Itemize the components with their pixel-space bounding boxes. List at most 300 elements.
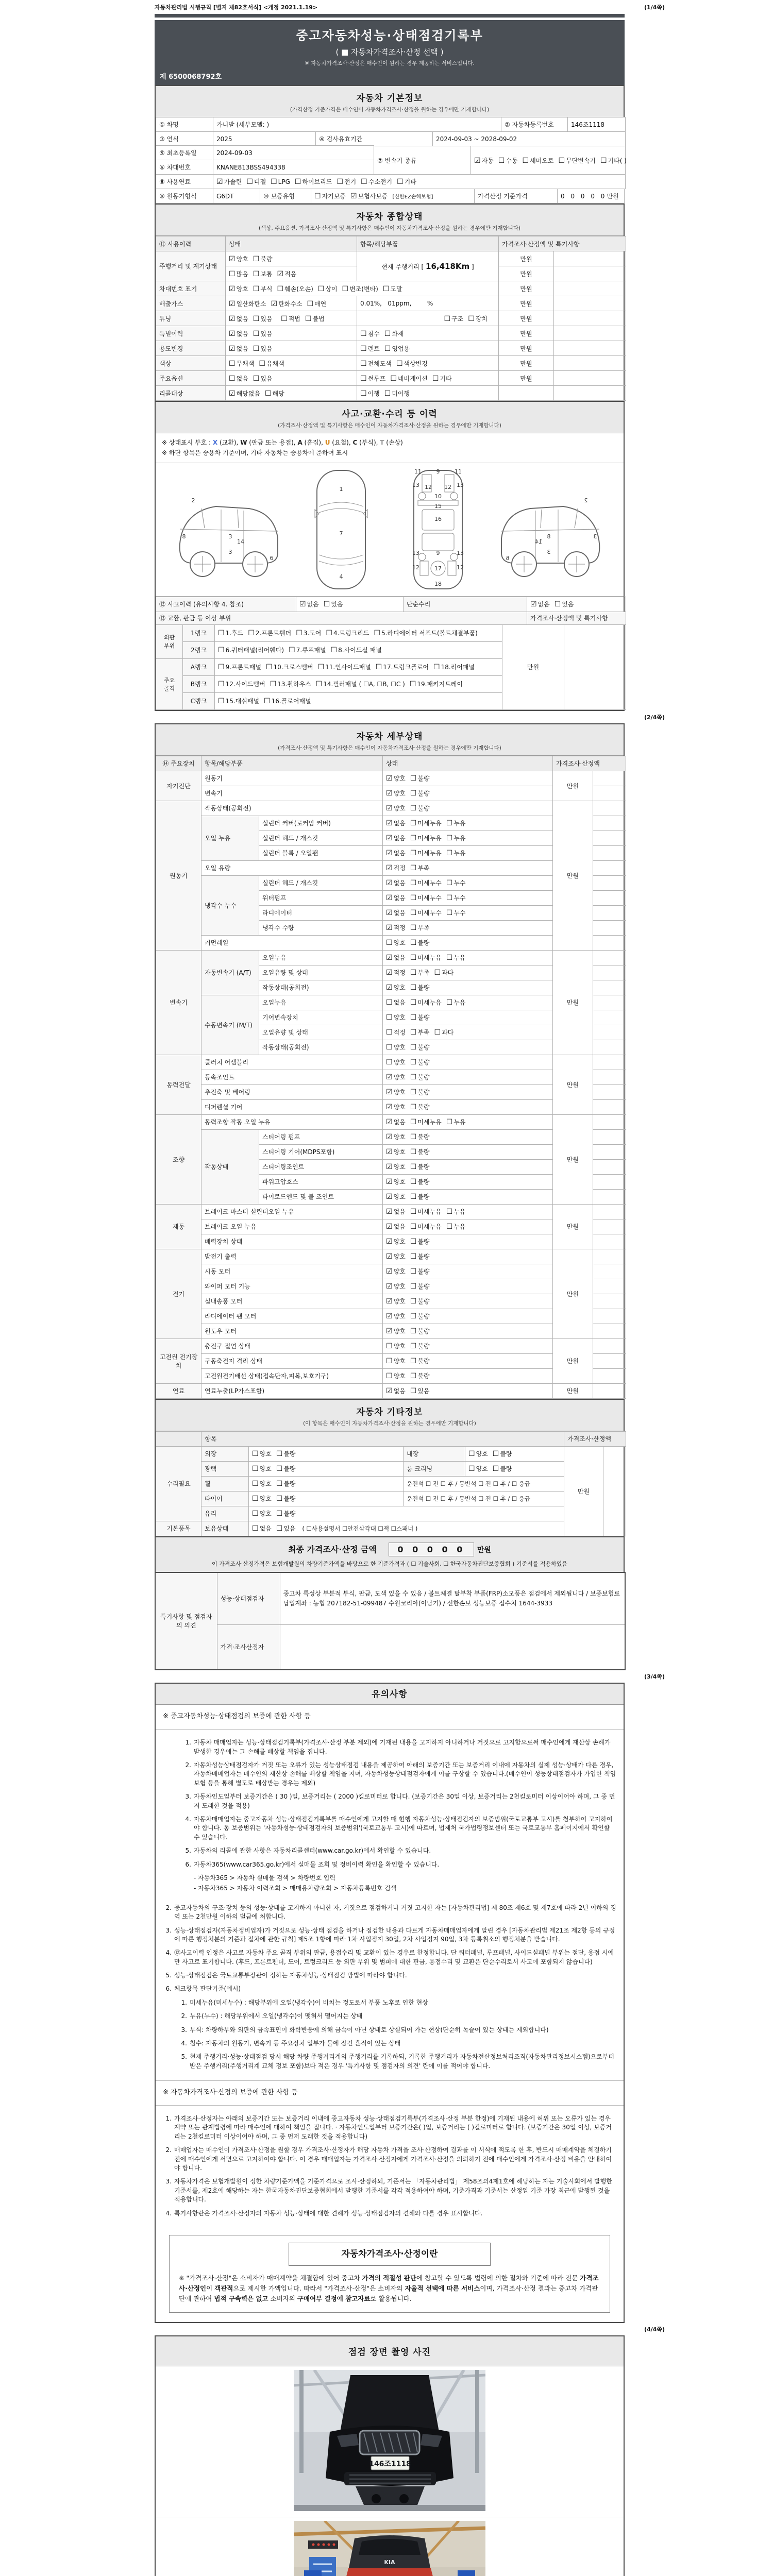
- section-note: (이 항목은 매수인이 자동차가격조사·산정을 원하는 경우에만 기재합니다): [303, 1420, 476, 1427]
- checkbox-unchecked[interactable]: ☐ 불량: [410, 1178, 430, 1187]
- checkbox-unchecked[interactable]: ☐ 불량: [410, 774, 430, 783]
- checkbox-unchecked[interactable]: ☐ 9.프론트패널: [218, 663, 261, 671]
- checkbox-unchecked[interactable]: ☐ 16.플로어패널: [264, 697, 311, 705]
- checkbox-unchecked[interactable]: ☐ 불량: [410, 1267, 430, 1276]
- sub-group-label: 오일 누유: [201, 816, 259, 860]
- checkbox-unchecked[interactable]: ☐ 썬루프: [360, 374, 386, 383]
- checkbox-unchecked[interactable]: ☐ 양호: [386, 1043, 406, 1052]
- checkbox-unchecked[interactable]: ☐ 부족: [410, 969, 430, 977]
- car-diagram-top: [303, 466, 380, 593]
- checkbox-unchecked[interactable]: ☐ 부족: [410, 1028, 430, 1037]
- checkbox-unchecked[interactable]: ☐ 불량: [410, 1058, 430, 1067]
- checkbox-unchecked[interactable]: ☐ 미세누유: [410, 819, 442, 828]
- checkbox-unchecked[interactable]: ☐ 불량: [410, 1372, 430, 1381]
- checkbox-checked[interactable]: ☑ 해당없음: [229, 389, 260, 398]
- notes-cell: [554, 341, 626, 356]
- checkbox-unchecked[interactable]: ☐ 불량: [410, 1073, 430, 1082]
- checkbox-unchecked[interactable]: ☐ 불량: [276, 1495, 296, 1503]
- checkbox-unchecked[interactable]: ☐ 불량: [410, 1282, 430, 1291]
- exchange-label: ⑬ 교환, 판금 등 이상 부위: [156, 612, 527, 624]
- checkbox-unchecked[interactable]: ☐ 2.프론트휀더: [248, 629, 292, 637]
- checkbox-unchecked[interactable]: ☐ 색상변경: [396, 359, 428, 368]
- checkbox-unchecked[interactable]: ☐ 수동: [498, 156, 518, 165]
- checkbox-unchecked[interactable]: ☐ 있음: [253, 374, 273, 383]
- rank-label: 2랭크: [183, 641, 215, 658]
- checkbox-checked[interactable]: ☑ 없음: [386, 909, 406, 918]
- notes-cell: [593, 980, 626, 995]
- checkbox-unchecked[interactable]: ☐ 미세누유: [410, 998, 442, 1007]
- checkbox-unchecked[interactable]: ☐ 누유: [446, 1208, 466, 1216]
- checkbox-unchecked[interactable]: ☐ 13.휠하우스: [270, 680, 311, 688]
- state-checks: [383, 935, 553, 950]
- checkbox-unchecked[interactable]: ☐ 전체도색: [360, 359, 392, 368]
- notice-item: [156, 1904, 624, 1922]
- photos-header: [156, 2336, 624, 2366]
- checkbox-unchecked[interactable]: ☐ 불량: [410, 1327, 430, 1336]
- document-title: 중고자동차성능·상태점검기록부: [296, 28, 483, 43]
- checkbox-checked[interactable]: ☑ 탄화수소: [271, 299, 303, 308]
- section-note: (가격조사·산정액 및 특기사항은 매수인이 자동차가격조사·산정을 원하는 경우에만 기재합니다): [278, 422, 501, 429]
- panel-number: 14: [535, 538, 542, 545]
- checkbox-unchecked[interactable]: ☐ 불량: [276, 1450, 296, 1459]
- part-label: 작동상태(공회전): [259, 1040, 383, 1055]
- checkbox-unchecked[interactable]: ☐ 불량: [253, 255, 273, 263]
- exchange-price-label: 가격조사·산정액 및 특기사항: [527, 612, 626, 624]
- item-text: 자동차의 리콜에 관한 사항은 자동차리콜센터(www.car.go.kr)에서 확인할 수 있습니다.: [194, 1847, 431, 1855]
- accident-history-table: [156, 597, 626, 625]
- checkbox-unchecked[interactable]: ☐ 미이행: [384, 389, 410, 398]
- col-blank: [156, 1431, 201, 1446]
- checkbox-unchecked[interactable]: ☐ 있음: [253, 329, 273, 338]
- checkbox-checked[interactable]: ☑ 양호: [386, 984, 406, 992]
- part-label: 스티어링조인트: [259, 1159, 383, 1174]
- document-number: 제 6500068792호: [160, 73, 222, 81]
- checkbox-checked[interactable]: ☑ 없음: [530, 600, 550, 609]
- checkbox-unchecked[interactable]: ☐ 불량: [410, 984, 430, 992]
- checkbox-checked[interactable]: ☑ 양호: [386, 1252, 406, 1261]
- panel-number: 11: [414, 468, 422, 475]
- checkbox-checked[interactable]: ☑ 양호: [386, 1282, 406, 1291]
- checkbox-unchecked[interactable]: ☐ 전기: [337, 178, 357, 186]
- notes-cell: [593, 1294, 626, 1309]
- checkbox-unchecked[interactable]: ☐ 누수: [446, 909, 466, 918]
- checkbox-unchecked[interactable]: ☐ 세미오토: [522, 156, 554, 165]
- checkbox-unchecked[interactable]: ☐ 누수: [446, 894, 466, 903]
- checkbox-unchecked[interactable]: ☐ 미세누유: [410, 1118, 442, 1127]
- checkbox-unchecked[interactable]: ☐ 1.후드: [218, 629, 244, 637]
- checkbox-checked[interactable]: ☑ 적정: [386, 864, 406, 873]
- state-checks: [383, 1129, 553, 1144]
- group-price-cell: 만원: [553, 1055, 593, 1114]
- checkbox-checked[interactable]: ☑ 없음: [386, 1223, 406, 1231]
- checkbox-unchecked[interactable]: ☐ 7.루프패널: [289, 646, 326, 654]
- checkbox-unchecked[interactable]: ☐ 양호: [252, 1495, 272, 1503]
- table-cell: ① 차명: [156, 117, 213, 132]
- checkbox-unchecked[interactable]: ☐ 15.대쉬패널: [218, 697, 260, 705]
- checkbox-unchecked[interactable]: ☐ 많음: [229, 269, 248, 278]
- checkbox-unchecked[interactable]: ☐ 양호: [468, 1450, 488, 1459]
- section-title: 점검 장면 촬영 사진: [348, 2347, 431, 2358]
- basic-items-label: 기본품목: [156, 1521, 201, 1536]
- checkbox-unchecked[interactable]: ☐ 과다: [434, 969, 454, 977]
- etc-notes-cell: [603, 1446, 626, 1536]
- checkbox-unchecked[interactable]: ☐ 10.크로스멤버: [265, 663, 313, 671]
- checkbox-unchecked[interactable]: ☐ 불량: [410, 1148, 430, 1157]
- section-final-price: [155, 1536, 625, 1573]
- checkbox-unchecked[interactable]: ☐ 14.필러패널 ( ☐A, ☐B, ☐C ): [315, 680, 405, 688]
- checkbox-checked[interactable]: ☑ 양호: [386, 1103, 406, 1112]
- checkbox-unchecked[interactable]: ☐ 양호: [386, 939, 406, 947]
- checkbox-unchecked[interactable]: ☐ 무채색: [229, 359, 255, 368]
- checkbox-checked[interactable]: ☑ 없음: [229, 329, 248, 338]
- checkbox-unchecked[interactable]: ☐ 누유: [446, 849, 466, 858]
- notice-item: [156, 2177, 624, 2204]
- notes-cell: [554, 326, 626, 341]
- mileage-checks-2: [226, 266, 357, 281]
- checkbox-unchecked[interactable]: ☐ 19.패키지트레이: [409, 680, 463, 688]
- checkbox-unchecked[interactable]: ☐ 있음: [410, 1387, 430, 1396]
- checkbox-checked[interactable]: ☑ 일산화탄소: [229, 299, 266, 308]
- col-price-notes: 가격조사·산정액 및 특기사항: [499, 236, 626, 251]
- table-cell: ⑧ 사용연료: [156, 174, 213, 189]
- checkbox-unchecked[interactable]: ☐ 있음: [276, 1524, 296, 1533]
- state-checks: [226, 281, 499, 296]
- checkbox-unchecked[interactable]: ☐ 누유: [446, 1223, 466, 1231]
- col-usage-history: ⑪ 사용이력: [156, 236, 226, 251]
- checkbox-unchecked[interactable]: ☐ 6.쿼터패널(리어휀다): [218, 646, 284, 654]
- checkbox-unchecked[interactable]: ☐ 누유: [446, 834, 466, 843]
- checkbox-checked[interactable]: ☑ 양호: [386, 1163, 406, 1172]
- notice-item: [156, 2146, 624, 2173]
- state-checks: [383, 950, 553, 965]
- checkbox-unchecked[interactable]: ☐ 3.도어: [296, 629, 322, 637]
- checkbox-unchecked[interactable]: ☐ 있음: [253, 314, 273, 323]
- checkbox-unchecked[interactable]: ☐ 자기보증: [314, 192, 346, 200]
- checkbox-checked[interactable]: ☑ 양호: [386, 1088, 406, 1097]
- code-U: U: [325, 439, 330, 446]
- photo-front-under-image: [294, 2370, 485, 2511]
- checkbox-unchecked[interactable]: ☐ 불량: [492, 1465, 512, 1473]
- notes-cell: [593, 1114, 626, 1129]
- checkbox-checked[interactable]: ☑ 양호: [386, 1073, 406, 1082]
- checkbox-checked[interactable]: ☑ 적음: [277, 269, 297, 278]
- checkbox-unchecked[interactable]: ☐ 미세누유: [410, 1223, 442, 1231]
- state-checks: [383, 1294, 553, 1309]
- notes-cell: [593, 890, 626, 905]
- price-survey-select[interactable]: ( ■ 자동차가격조사·산정 선택 ): [335, 47, 444, 57]
- checkbox-unchecked[interactable]: ☐ 양호: [386, 1342, 406, 1351]
- checkbox-unchecked[interactable]: ☐ 구조: [444, 314, 464, 323]
- part-label: 커먼레일: [201, 935, 383, 950]
- group-price-cell: 만원: [553, 1204, 593, 1249]
- checkbox-unchecked[interactable]: ☐ 양호: [468, 1465, 488, 1473]
- checkbox-unchecked[interactable]: ☐ 상이: [317, 284, 338, 293]
- checkbox-unchecked[interactable]: ☐ 양호: [386, 1357, 406, 1366]
- checkbox-unchecked[interactable]: ☐ 18.리어패널: [433, 663, 475, 671]
- rank-items: [215, 641, 502, 658]
- part-label: 시동 모터: [201, 1264, 383, 1279]
- checkbox-unchecked[interactable]: ☐ 누유: [446, 819, 466, 828]
- checkbox-unchecked[interactable]: ☐ 미세누수: [410, 894, 442, 903]
- checkbox-checked[interactable]: ☑ 없음: [386, 849, 406, 858]
- checkbox-unchecked[interactable]: ☐ 5.라디에이터 서포트(볼트체결부품): [374, 629, 478, 637]
- checkbox-unchecked[interactable]: ☐ 부족: [410, 864, 430, 873]
- checkbox-unchecked[interactable]: ☐ 불량: [410, 1238, 430, 1246]
- part-label: 원동기: [201, 771, 383, 786]
- checkbox-unchecked[interactable]: ☐ 17.트렁크플로어: [375, 663, 429, 671]
- checkbox-unchecked[interactable]: ☐ 불량: [410, 1193, 430, 1201]
- checkbox-unchecked[interactable]: ☐ 무단변속기: [558, 156, 596, 165]
- part-label: 추진축 및 베어링: [201, 1084, 383, 1099]
- checkbox-unchecked[interactable]: ☐ 도말: [382, 284, 402, 293]
- checkbox-checked[interactable]: ☑ 없음: [386, 954, 406, 962]
- notice-item: [169, 1738, 624, 1756]
- checkbox-unchecked[interactable]: ☐ 양호: [386, 1013, 406, 1022]
- checkbox-unchecked[interactable]: ☐ 없음: [229, 374, 248, 383]
- price-cell: 만원: [499, 341, 554, 356]
- checkbox-unchecked[interactable]: ☐ 불량: [410, 1103, 430, 1112]
- checkbox-unchecked[interactable]: ☐ 디젤: [246, 178, 266, 186]
- checkbox-unchecked[interactable]: ☐ 양호: [252, 1465, 272, 1473]
- notes-cell: [593, 1368, 626, 1383]
- checkbox-unchecked[interactable]: ☐ 렌트: [360, 344, 380, 353]
- checkbox-unchecked[interactable]: ☐ 미세누유: [410, 849, 442, 858]
- checkbox-unchecked[interactable]: ☐ LPG: [271, 177, 290, 186]
- checkbox-unchecked[interactable]: ☐ 침수: [360, 329, 380, 338]
- checkbox-unchecked[interactable]: ☐ 불량: [492, 1450, 512, 1459]
- checkbox-checked[interactable]: ☑ 적정: [386, 969, 406, 977]
- checkbox-checked[interactable]: ☑ 양호: [229, 255, 248, 263]
- notice-subheader-2: ※ 자동차가격조사·산정의 보증에 관한 사항 등: [156, 2080, 624, 2106]
- checkbox-unchecked[interactable]: ☐ 화재: [384, 329, 404, 338]
- checkbox-unchecked[interactable]: ☐ 있음: [323, 600, 343, 609]
- checkbox-unchecked[interactable]: ☐ 수소전기: [361, 178, 393, 186]
- part-label: 고전원전기배선 상태(접속단자,피복,보호기구): [201, 1368, 383, 1383]
- item-text: 매매업자는 매수인이 가격조사·산정을 원할 경우 가격조사·산정자가 해당 자동차 가격을 조사·산정하여 결과를 이 서식에 적도록 한 후, 반드시 매매계약을 체결하기 전에 매수인에게 서면으로 고지하여야 합니다. 이 경우 매매업자는 가격조사·산정자에게 가격조사·산정을 의뢰하기 전에 매수인에게 가격조사·산정 비용을 안내하여야 합니다.: [174, 2146, 612, 2172]
- checkbox-unchecked[interactable]: ☐ 불량: [410, 1013, 430, 1022]
- checkbox-checked[interactable]: ☑ 양호: [386, 804, 406, 813]
- checkbox-checked[interactable]: ☑ 양호: [386, 1238, 406, 1246]
- checkbox-checked[interactable]: ☑ 없음: [386, 1387, 406, 1396]
- checkbox-unchecked[interactable]: ☐ 불량: [410, 1133, 430, 1142]
- state-checks: [383, 905, 553, 920]
- checkbox-unchecked[interactable]: ☐ 누유: [446, 954, 466, 962]
- price-cell: 만원: [499, 266, 554, 281]
- checkbox-unchecked[interactable]: ☐ 양호: [386, 1058, 406, 1067]
- item-cell: [357, 311, 499, 326]
- device-group-label: 자기진단: [156, 771, 201, 801]
- checkbox-unchecked[interactable]: ☐ 기타: [397, 178, 416, 186]
- item-number: 4.: [165, 2209, 172, 2217]
- checkbox-unchecked[interactable]: ☐ 하이브리드: [294, 178, 332, 186]
- section-note: (색상, 주요옵션, 가격조사·산정액 및 특기사항은 매수인이 자동차가격조사·산정을 원하는 경우에만 기재합니다): [258, 225, 520, 231]
- checkbox-unchecked[interactable]: ☐ 매연: [307, 299, 327, 308]
- checkbox-unchecked[interactable]: ☐ 적법: [281, 314, 300, 323]
- panel-number: 11: [455, 468, 462, 475]
- checkbox-unchecked[interactable]: ☐ 불량: [410, 804, 430, 813]
- checkbox-checked[interactable]: ☑ 없음: [386, 894, 406, 903]
- checkbox-unchecked[interactable]: ☐ 미세누유: [410, 954, 442, 962]
- part-label: 실린더 블록 / 오일팬: [259, 845, 383, 860]
- special-notes-table: [155, 1572, 626, 1670]
- notice-item: [169, 1792, 624, 1810]
- checkbox-checked[interactable]: ☑ 자동: [474, 156, 494, 165]
- checkbox-unchecked[interactable]: ☐ 불량: [410, 1357, 430, 1366]
- checkbox-checked[interactable]: ☑ 적정: [386, 924, 406, 933]
- checkbox-checked[interactable]: ☑ 없음: [386, 1118, 406, 1127]
- checkbox-unchecked[interactable]: ☐ 불량: [410, 1297, 430, 1306]
- checkbox-unchecked[interactable]: ☐ 과다: [434, 1028, 454, 1037]
- checkbox-unchecked[interactable]: ☐ 미세누유: [410, 834, 442, 843]
- checkbox-unchecked[interactable]: ☐ 8.사이드실 패널: [330, 646, 382, 654]
- checkbox-unchecked[interactable]: ☐ 보통: [253, 269, 273, 278]
- part-label: 타이로드엔드 및 볼 조인트: [259, 1189, 383, 1204]
- checkbox-unchecked[interactable]: ☐ 누수: [446, 879, 466, 888]
- checkbox-checked[interactable]: ☑ 양호: [386, 1327, 406, 1336]
- checkbox-unchecked[interactable]: ☐ 11.인사이드패널: [317, 663, 371, 671]
- checkbox-checked[interactable]: ☑ 없음: [386, 834, 406, 843]
- sub-group-label: 수동변속기 (M/T): [201, 995, 259, 1055]
- checkbox-checked[interactable]: ☑ 없음: [386, 819, 406, 828]
- checkbox-unchecked[interactable]: ☐ 불량: [410, 1088, 430, 1097]
- item-text: 특기사항란은 가격조사·산정자의 자동차 성능·상태에 대한 견해가 성능·상태점검자의 견해와 다를 경우 표시합니다.: [174, 2209, 483, 2217]
- checkbox-unchecked[interactable]: ☐ 불법: [305, 314, 325, 323]
- rank-items: [215, 658, 502, 675]
- checkbox-unchecked[interactable]: ☐ 불량: [410, 1043, 430, 1052]
- checkbox-unchecked[interactable]: ☐ 적정: [386, 1028, 406, 1037]
- notice-subheader-1: ※ 중고자동차성능·상태점검의 보증에 관한 사항 등: [156, 1705, 624, 1730]
- notice-item: [169, 1815, 624, 1842]
- checkbox-checked[interactable]: ☑ 양호: [386, 1178, 406, 1187]
- car-damage-diagrams: [156, 463, 624, 597]
- checkbox-unchecked[interactable]: ☐ 유채색: [259, 359, 284, 368]
- checkbox-unchecked[interactable]: ☐ 불량: [410, 1163, 430, 1172]
- notes-cell: [593, 1040, 626, 1055]
- item-checks: [249, 1446, 404, 1461]
- state-checks: [383, 920, 553, 935]
- checkbox-unchecked[interactable]: ☐ 이행: [360, 389, 380, 398]
- checkbox-unchecked[interactable]: ☐ 불량: [276, 1480, 296, 1488]
- checkbox-unchecked[interactable]: ☐ 영업용: [384, 344, 410, 353]
- car-name-value: 카니발 (세부모델: ): [213, 117, 501, 132]
- checkbox-checked[interactable]: ☑ 없음: [386, 1208, 406, 1216]
- checkbox-unchecked[interactable]: ☐ 4.트렁크리드: [326, 629, 369, 637]
- checkbox-checked[interactable]: ☑ 양호: [229, 284, 248, 293]
- checkbox-checked[interactable]: ☑ 양호: [386, 1148, 406, 1157]
- notes-cell: [593, 995, 626, 1010]
- part-label: 작동상태(공회전): [259, 980, 383, 995]
- checkbox-checked[interactable]: ☑ 양호: [386, 1297, 406, 1306]
- checkbox-unchecked[interactable]: ☐ 미세누수: [410, 879, 442, 888]
- price-survey-definition-box: [169, 2235, 610, 2313]
- checkbox-unchecked[interactable]: ☐ 미세누유: [410, 1208, 442, 1216]
- checkbox-unchecked[interactable]: ☐ 네비게이션: [390, 374, 428, 383]
- checkbox-unchecked[interactable]: ☐ 기타: [432, 374, 452, 383]
- item-text: 자동차가격은 보험개발원이 정한 차량기준가액을 기준가격으로 조사·산정하되, 기준서는 「자동차관리법」 제58조의4제1호에 해당하는 자는 기술사회에서 발행한 기준서를, 제2호에 해당하는 자는 한국자동차진단보증협회에서 발행한 기준서를 각각 적용하여야 하며, 기준가격과 기준서는 산정일 기준 가장 최근에 발행된 것을 적용합니다.: [174, 2178, 612, 2204]
- checkbox-unchecked[interactable]: ☐ 불량: [410, 789, 430, 798]
- notice-item: [156, 1985, 624, 1993]
- checkbox-unchecked[interactable]: ☐ 누유: [446, 998, 466, 1007]
- checkbox-checked[interactable]: ☑ 양호: [386, 1193, 406, 1201]
- part-label: 클러치 어셈블리: [201, 1055, 383, 1070]
- checkbox-unchecked[interactable]: ☐ 양호: [252, 1510, 272, 1518]
- checkbox-checked[interactable]: ☑ 양호: [386, 1133, 406, 1142]
- page-marker-4: (4/4쪽): [644, 2326, 665, 2333]
- device-group-label: 동력전달: [156, 1055, 201, 1114]
- checkbox-unchecked[interactable]: ☐ 훼손(오손): [277, 284, 313, 293]
- first-registration-value: 2024-09-03: [213, 145, 374, 160]
- checkbox-checked[interactable]: ☑ 없음: [229, 344, 248, 353]
- appraiser-comment: [280, 1624, 625, 1670]
- checkbox-unchecked[interactable]: ☐ 없음: [252, 1524, 272, 1533]
- part-label: 윈도우 모터: [201, 1324, 383, 1338]
- checkbox-checked[interactable]: ☑ 없음: [386, 879, 406, 888]
- checkbox-unchecked[interactable]: ☐ 불량: [410, 939, 430, 947]
- checkbox-unchecked[interactable]: ☐ 불량: [276, 1510, 296, 1518]
- page-marker-3: (3/4쪽): [644, 1673, 665, 1680]
- notice-item: [156, 2114, 624, 2141]
- checkbox-unchecked[interactable]: ☐ 미세누수: [410, 909, 442, 918]
- notes-cell: [554, 266, 626, 281]
- state-checks: [383, 1368, 553, 1383]
- notice-list-3: [156, 2106, 624, 2227]
- checkbox-unchecked[interactable]: ☐ 불량: [276, 1465, 296, 1473]
- notes-cell: [593, 771, 626, 786]
- checkbox-unchecked[interactable]: ☐ 기타( ): [600, 156, 627, 165]
- checkbox-unchecked[interactable]: ☐ 불량: [410, 1342, 430, 1351]
- photo-rear-lift-image: [294, 2521, 485, 2576]
- checkbox-unchecked[interactable]: ☐ 없음: [386, 998, 406, 1007]
- checkbox-unchecked[interactable]: ☐ 양호: [386, 1372, 406, 1381]
- part-label: 브레이크 오일 누유: [201, 1219, 383, 1234]
- checkbox-unchecked[interactable]: ☐ 변조(변타): [342, 284, 378, 293]
- item-cell: [357, 326, 499, 341]
- checkbox-unchecked[interactable]: ☐ 있음: [554, 600, 574, 609]
- state-checks: [383, 1234, 553, 1249]
- table-cell: ⑨ 원동기형식: [156, 189, 213, 204]
- checkbox-unchecked[interactable]: ☐ 12.사이드멤버: [218, 680, 265, 688]
- notes-cell: [593, 1338, 626, 1353]
- group-price-cell: 만원: [553, 1249, 593, 1338]
- checkbox-unchecked[interactable]: ☐ 양호: [252, 1480, 272, 1488]
- checkbox-checked[interactable]: ☑ 양호: [386, 789, 406, 798]
- checkbox-checked[interactable]: ☑ 보험사보증: [350, 192, 388, 200]
- checkbox-unchecked[interactable]: ☐ 불량: [410, 1312, 430, 1321]
- checkbox-unchecked[interactable]: ☐ 불량: [410, 1252, 430, 1261]
- checkbox-checked[interactable]: ☑ 양호: [386, 774, 406, 783]
- part-label: 충전구 절연 상태: [201, 1338, 383, 1353]
- notes-cell: [593, 1249, 626, 1264]
- sub-group-label: 작동상태: [201, 1129, 259, 1204]
- checkbox-unchecked[interactable]: ☐ 양호: [252, 1450, 272, 1459]
- code-X: X: [212, 439, 218, 446]
- checkbox-unchecked[interactable]: ☐ 부식: [253, 284, 273, 293]
- checkbox-checked[interactable]: ☑ 없음: [299, 600, 319, 609]
- checkbox-checked[interactable]: ☑ 양호: [386, 1267, 406, 1276]
- part-label: 브레이크 마스터 실린더오일 누유: [201, 1204, 383, 1219]
- engine-type-value: G6DT: [213, 189, 260, 204]
- checkbox-unchecked[interactable]: ☐ 부족: [410, 924, 430, 933]
- checkbox-checked[interactable]: ☑ 양호: [386, 1312, 406, 1321]
- checkbox-checked[interactable]: ☑ 가솔린: [216, 178, 242, 186]
- transmission-label: ⑦ 변속기 종류: [374, 146, 471, 175]
- checkbox-unchecked[interactable]: ☐ 해당: [264, 389, 284, 398]
- group-price-cell: 만원: [553, 1383, 593, 1398]
- checkbox-checked[interactable]: ☑ 없음: [229, 314, 248, 323]
- checkbox-unchecked[interactable]: ☐ 장치: [468, 314, 488, 323]
- checkbox-unchecked[interactable]: ☐ 있음: [253, 344, 273, 353]
- checkbox-unchecked[interactable]: ☐ 누유: [446, 1118, 466, 1127]
